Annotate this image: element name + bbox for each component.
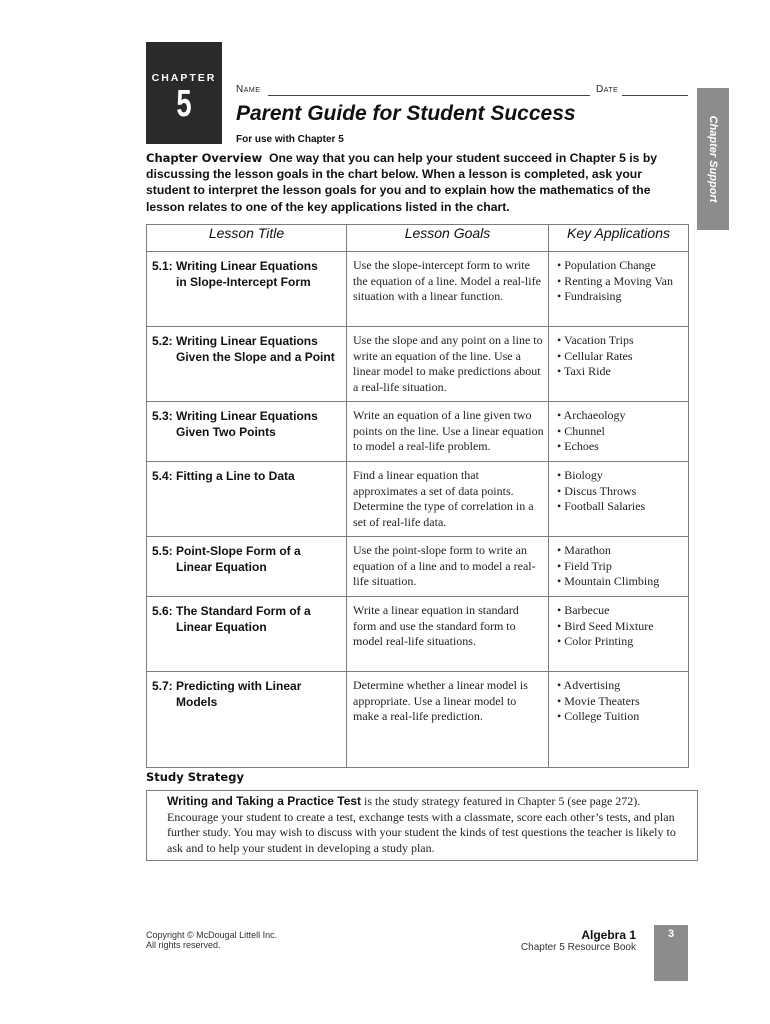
- header-key-applications: Key Applications: [549, 225, 689, 252]
- application-item: [557, 349, 686, 365]
- name-blank[interactable]: [268, 95, 590, 96]
- table-header-row: [147, 225, 689, 252]
- application-label: Color Printing: [564, 634, 634, 648]
- copyright: [146, 930, 277, 950]
- application-item: [557, 258, 686, 274]
- application-item: [557, 499, 686, 515]
- study-strategy-lead: Writing and Taking a Practice Test: [167, 794, 362, 808]
- application-label: Echoes: [564, 439, 599, 453]
- table-row: [147, 402, 689, 462]
- application-label: Movie Theaters: [564, 693, 640, 708]
- lesson-title-cell: [147, 327, 347, 402]
- overview-lead: Chapter Overview: [146, 151, 263, 165]
- lesson-title-first-line: 5.4: Fitting a Line to Data: [152, 469, 295, 483]
- lesson-title-first-line: 5.1: Writing Linear Equations: [152, 259, 318, 273]
- page-number-tab: [654, 925, 688, 981]
- application-item: [557, 619, 686, 635]
- name-date-line: [236, 84, 688, 100]
- bullet-icon: •: [557, 348, 565, 363]
- header-lesson-goals: Lesson Goals: [347, 225, 549, 252]
- application-label: Biology: [564, 468, 603, 482]
- application-item: [557, 543, 686, 559]
- bullet-icon: •: [557, 499, 565, 513]
- lesson-goals-cell: Write an equation of a line given two points on the line. Use a linear equation to model a real-life problem.: [347, 402, 549, 462]
- footer-book-info: [480, 928, 636, 953]
- bullet-icon: •: [557, 423, 565, 438]
- lesson-goals-cell: Find a linear equation that approximates a set of data points. Determine the type of correlation in a set of real-life data.: [347, 462, 549, 537]
- application-label: Advertising: [563, 678, 621, 692]
- lesson-title-cell: [147, 402, 347, 462]
- application-label: Barbecue: [564, 603, 610, 617]
- lesson-title-first-line: 5.6: The Standard Form of a: [152, 604, 311, 618]
- copyright-line-2: All rights reserved.: [146, 940, 221, 950]
- resource-book: Chapter 5 Resource Book: [520, 942, 636, 953]
- header-lesson-title: Lesson Title: [147, 225, 347, 252]
- application-item: [557, 439, 686, 455]
- lesson-title-cell: [147, 252, 347, 327]
- application-item: [557, 333, 686, 349]
- application-label: Discus Throws: [564, 483, 637, 498]
- bullet-icon: •: [557, 273, 565, 288]
- lesson-title-rest: in Slope-Intercept Form: [176, 274, 311, 289]
- bullet-icon: •: [557, 439, 565, 453]
- application-item: [557, 574, 686, 590]
- application-item: [557, 603, 686, 619]
- chapter-badge: [146, 42, 222, 144]
- application-item: [557, 468, 686, 484]
- application-label: Vacation Trips: [563, 333, 634, 347]
- bullet-icon: •: [557, 289, 565, 303]
- key-applications-cell: [549, 252, 689, 327]
- application-item: [557, 559, 686, 575]
- application-label: Population Change: [564, 258, 656, 272]
- date-label: Date: [596, 84, 619, 95]
- application-label: Fundraising: [564, 289, 622, 303]
- table-row: [147, 462, 689, 537]
- application-label: Mountain Climbing: [564, 574, 660, 588]
- application-label: Football Salaries: [564, 499, 646, 513]
- application-label: Renting a Moving Van: [564, 273, 673, 288]
- key-applications-cell: [549, 597, 689, 672]
- side-tab: [697, 88, 729, 230]
- chapter-number: 5: [176, 83, 192, 125]
- bullet-icon: •: [557, 693, 565, 708]
- table-row: [147, 537, 689, 597]
- copyright-line-1: Copyright © McDougal Littell Inc.: [146, 930, 278, 940]
- page-subtitle: For use with Chapter 5: [236, 134, 344, 145]
- page-number: 3: [667, 928, 675, 940]
- application-item: [557, 289, 686, 305]
- application-item: [557, 274, 686, 290]
- side-tab-label: Chapter Support: [707, 115, 719, 203]
- overview-text: One way that you can help your student succeed in Chapter 5 is by discussing the lesson goals in the chart below. When a lesson is completed, ask your student to interpret the lesson goals for you and to explain how the mathematics of the lesson relates to one of the key applications listed in the chart.: [146, 151, 658, 214]
- lesson-title-cell: [147, 672, 347, 768]
- key-applications-cell: [549, 327, 689, 402]
- lesson-title-cell: [147, 462, 347, 537]
- lesson-title-first-line: 5.5: Point-Slope Form of a: [152, 544, 301, 558]
- bullet-icon: •: [557, 468, 565, 482]
- lesson-goals-cell: Determine whether a linear model is appropriate. Use a linear model to make a real-life prediction.: [347, 672, 549, 768]
- lesson-table: [146, 224, 689, 768]
- application-item: [557, 634, 686, 650]
- bullet-icon: •: [557, 483, 565, 498]
- application-item: [557, 424, 686, 440]
- application-label: Taxi Ride: [563, 364, 611, 378]
- lesson-title-cell: [147, 597, 347, 672]
- chapter-overview: [146, 150, 686, 215]
- application-label: Cellular Rates: [564, 348, 633, 363]
- lesson-title-first-line: 5.2: Writing Linear Equations: [152, 334, 318, 348]
- table-row: [147, 597, 689, 672]
- application-item: [557, 694, 686, 710]
- lesson-title-rest: Models: [176, 694, 218, 709]
- key-applications-cell: [549, 462, 689, 537]
- application-label: Bird Seed Mixture: [564, 618, 654, 633]
- application-item: [557, 408, 686, 424]
- bullet-icon: •: [557, 364, 564, 378]
- bullet-icon: •: [557, 618, 565, 633]
- lesson-goals-cell: Write a linear equation in standard form and use the standard form to model real-life situations.: [347, 597, 549, 672]
- bullet-icon: •: [557, 558, 565, 573]
- lesson-title-first-line: 5.3: Writing Linear Equations: [152, 409, 318, 423]
- application-item: [557, 678, 686, 694]
- study-strategy-heading: Study Strategy: [146, 770, 244, 784]
- bullet-icon: •: [557, 603, 565, 617]
- application-label: Marathon: [564, 543, 611, 557]
- bullet-icon: •: [557, 678, 564, 692]
- lesson-title-rest: Given Two Points: [176, 424, 276, 439]
- application-item: [557, 484, 686, 500]
- date-blank[interactable]: [622, 95, 688, 96]
- lesson-title-rest: Linear Equation: [176, 619, 267, 634]
- table-row: [147, 252, 689, 327]
- table-row: [147, 672, 689, 768]
- lesson-title-rest: Linear Equation: [176, 559, 267, 574]
- application-item: [557, 709, 686, 725]
- book-title: Algebra 1: [581, 928, 636, 942]
- lesson-goals-cell: Use the slope-intercept form to write the equation of a line. Model a real-life situation with a linear function.: [347, 252, 549, 327]
- bullet-icon: •: [557, 258, 565, 272]
- bullet-icon: •: [557, 408, 564, 422]
- key-applications-cell: [549, 537, 689, 597]
- application-label: Chunnel: [564, 423, 605, 438]
- study-strategy-text: is the study strategy featured in Chapter 5 (see page 272). Encourage your student to create a test, exchange tests with a classmate, score each other’s tests, and plan further study. You may wish to discuss with your student the kinds of test questions the teacher is likely to ask and to help your student in developing a study plan.: [167, 794, 676, 855]
- lesson-title-rest: Given the Slope and a Point: [176, 349, 335, 364]
- application-label: Archaeology: [563, 408, 626, 422]
- study-strategy-box: [146, 790, 698, 861]
- lesson-title-first-line: 5.7: Predicting with Linear: [152, 679, 302, 693]
- key-applications-cell: [549, 672, 689, 768]
- table-row: [147, 327, 689, 402]
- application-item: [557, 364, 686, 380]
- chapter-label: CHAPTER: [151, 72, 217, 84]
- bullet-icon: •: [557, 543, 565, 557]
- bullet-icon: •: [557, 574, 565, 588]
- name-label: Name: [236, 84, 261, 95]
- lesson-goals-cell: Use the point-slope form to write an equation of a line and to model a real-life situation.: [347, 537, 549, 597]
- bullet-icon: •: [557, 333, 564, 347]
- bullet-icon: •: [557, 709, 565, 723]
- page-title: Parent Guide for Student Success: [236, 102, 576, 125]
- lesson-goals-cell: Use the slope and any point on a line to write an equation of the line. Use a linear model to make predictions about a real-life situation.: [347, 327, 549, 402]
- application-label: College Tuition: [564, 709, 640, 723]
- key-applications-cell: [549, 402, 689, 462]
- bullet-icon: •: [557, 634, 565, 648]
- application-label: Field Trip: [564, 558, 612, 573]
- lesson-title-cell: [147, 537, 347, 597]
